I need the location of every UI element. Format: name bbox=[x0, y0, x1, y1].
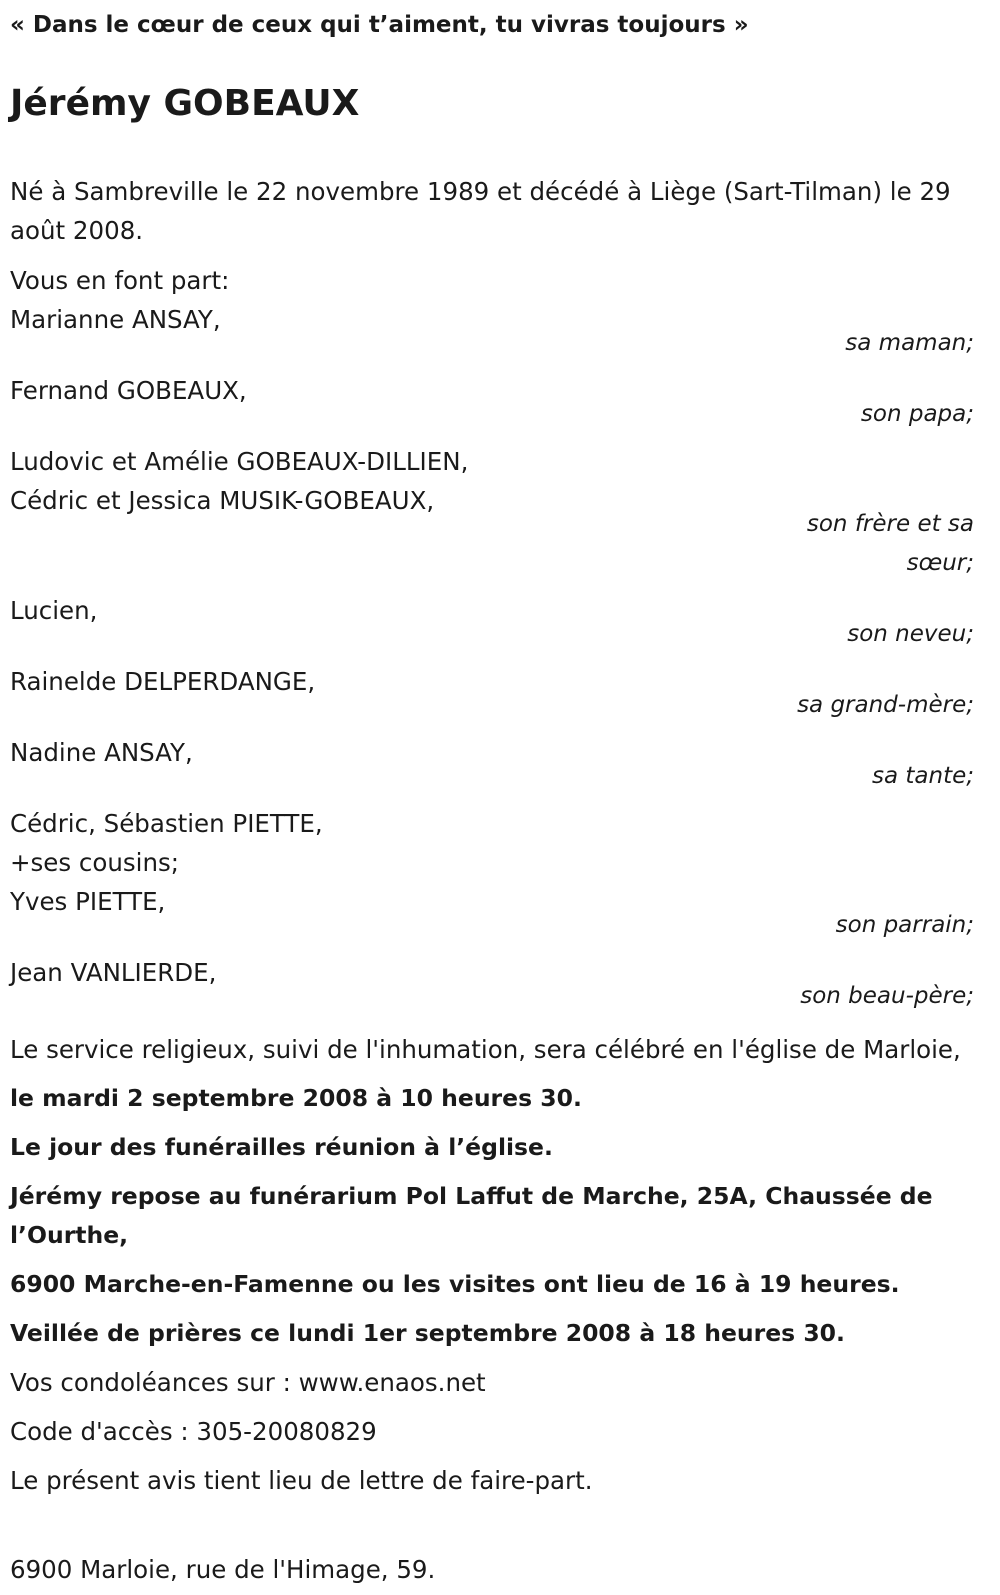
member-relation: sa tante; bbox=[872, 763, 974, 789]
family-member-0 bbox=[10, 300, 974, 363]
member-relation: sa maman; bbox=[845, 330, 974, 356]
funeral-home-line: Jérémy repose au funérarium Pol Laffut de Marche, 25A, Chaussée de l’Ourthe, bbox=[10, 1182, 933, 1249]
member-name: Jean VANLIERDE, bbox=[10, 958, 217, 987]
member-name: Nadine ANSAY, bbox=[10, 738, 193, 767]
family-list bbox=[10, 300, 974, 1016]
service-date: le mardi 2 septembre 2008 à 10 heures 30. bbox=[10, 1084, 582, 1112]
announce-label: Vous en font part: bbox=[10, 266, 230, 295]
member-name: Cédric, Sébastien PIETTE, bbox=[10, 809, 323, 838]
home-address: 6900 Marloie, rue de l'Himage, 59. bbox=[10, 1555, 436, 1584]
member-name: Rainelde DELPERDANGE, bbox=[10, 667, 316, 696]
member-name: Marianne ANSAY, bbox=[10, 305, 221, 334]
family-member-2 bbox=[10, 442, 974, 583]
family-member-1 bbox=[10, 371, 974, 434]
member-name: Lucien, bbox=[10, 596, 98, 625]
member-relation: sa grand-mère; bbox=[797, 692, 974, 718]
member-relation: son parrain; bbox=[835, 912, 974, 938]
member-relation: son beau-père; bbox=[800, 983, 974, 1009]
notice-line: Le présent avis tient lieu de lettre de faire-part. bbox=[10, 1466, 593, 1495]
family-member-4 bbox=[10, 662, 974, 725]
family-member-7 bbox=[10, 953, 974, 1016]
birth-death-line: Né à Sambreville le 22 novembre 1989 et décédé à Liège (Sart-Tilman) le 29 août 2008. bbox=[10, 177, 951, 245]
member-name: Fernand GOBEAUX, bbox=[10, 376, 247, 405]
vigil-line: Veillée de prières ce lundi 1er septembre 2008 à 18 heures 30. bbox=[10, 1319, 845, 1347]
member-name: Yves PIETTE, bbox=[10, 887, 166, 916]
member-name: Ludovic et Amélie GOBEAUX-DILLIEN, bbox=[10, 447, 469, 476]
member-relation: son papa; bbox=[860, 401, 974, 427]
member-relation: son neveu; bbox=[847, 621, 974, 647]
epitaph-quote: « Dans le cœur de ceux qui t’aiment, tu vivras toujours » bbox=[10, 12, 749, 38]
member-note: +ses cousins; bbox=[10, 848, 180, 877]
visits-line: 6900 Marche-en-Famenne ou les visites ont lieu de 16 à 19 heures. bbox=[10, 1270, 900, 1298]
member-relation: son frère et sa sœur; bbox=[806, 511, 974, 576]
deceased-name: Jérémy GOBEAUX bbox=[10, 83, 360, 124]
service-line: Le service religieux, suivi de l'inhumation, sera célébré en l'église de Marloie, bbox=[10, 1035, 961, 1064]
member-name: Cédric et Jessica MUSIK-GOBEAUX, bbox=[10, 486, 435, 515]
family-member-5 bbox=[10, 733, 974, 796]
family-member-3 bbox=[10, 591, 974, 654]
access-code-line: Code d'accès : 305-20080829 bbox=[10, 1417, 377, 1446]
family-member-6 bbox=[10, 804, 974, 945]
condolences-line: Vos condoléances sur : www.enaos.net bbox=[10, 1368, 486, 1397]
meeting-line: Le jour des funérailles réunion à l’église. bbox=[10, 1133, 553, 1161]
